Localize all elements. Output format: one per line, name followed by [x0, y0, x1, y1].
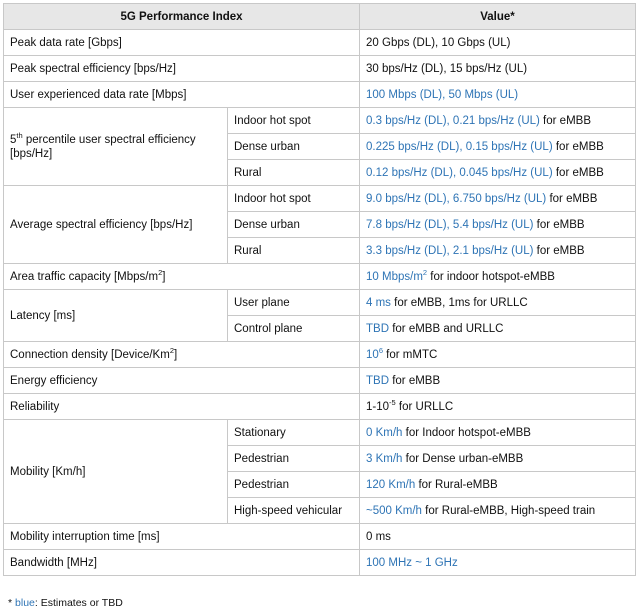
row-label: Peak spectral efficiency [bps/Hz] — [4, 56, 360, 82]
performance-table — [3, 3, 636, 576]
table-row — [4, 264, 636, 290]
table-row — [4, 550, 636, 576]
label-part: Connection density [Device/Km — [10, 348, 170, 361]
row-value — [360, 368, 636, 394]
label-sup: 2 — [158, 267, 163, 277]
sub-label: Indoor hot spot — [228, 108, 360, 134]
row-value — [360, 394, 636, 420]
value-sup: 2 — [422, 267, 428, 277]
value-suffix: for eMBB, 1ms for URLLC — [390, 296, 528, 309]
value-part: 10 Mbps/m — [366, 270, 423, 283]
row-value: 0 ms — [360, 524, 636, 550]
table-row — [4, 82, 636, 108]
footnote — [8, 597, 123, 609]
label-part: ] — [173, 348, 178, 361]
row-value: 30 bps/Hz (DL), 15 bps/Hz (UL) — [360, 56, 636, 82]
row-label: Peak data rate [Gbps] — [4, 30, 360, 56]
table-row — [4, 290, 636, 316]
table-row — [4, 394, 636, 420]
value-suffix: for eMBB — [552, 166, 604, 179]
sub-label: Dense urban — [228, 212, 360, 238]
row-value — [360, 498, 636, 524]
label-part: Area traffic capacity [Mbps/m — [10, 270, 159, 283]
table-row — [4, 56, 636, 82]
header-index: 5G Performance Index — [4, 4, 360, 30]
table-row — [4, 108, 636, 134]
estimate-value — [366, 267, 428, 283]
estimate-value: 3 Km/h — [366, 452, 403, 465]
row-label: Average spectral efficiency [bps/Hz] — [4, 186, 228, 264]
value-suffix: for Rural-eMBB — [415, 478, 498, 491]
estimate-value: 0.12 bps/Hz (DL), 0.045 bps/Hz (UL) — [366, 166, 553, 179]
footnote-marker: * — [8, 597, 16, 609]
value-suffix: for eMBB — [546, 192, 598, 205]
row-value — [360, 472, 636, 498]
row-value — [360, 238, 636, 264]
sub-label: Control plane — [228, 316, 360, 342]
row-value — [360, 212, 636, 238]
table-row — [4, 30, 636, 56]
label-sup: th — [16, 130, 23, 140]
label-part: 5 — [10, 133, 17, 146]
footnote-text: : Estimates or TBD — [34, 597, 123, 609]
table-row — [4, 186, 636, 212]
value-suffix: for eMBB — [539, 114, 591, 127]
sub-label: Rural — [228, 160, 360, 186]
estimate-value — [366, 345, 383, 361]
row-value — [360, 316, 636, 342]
table-header-row — [4, 4, 636, 30]
value-suffix: for eMBB — [389, 374, 441, 387]
value-suffix: for eMBB and URLLC — [389, 322, 504, 335]
row-value: 100 Mbps (DL), 50 Mbps (UL) — [360, 82, 636, 108]
row-label — [4, 342, 360, 368]
value-suffix: for eMBB — [552, 140, 604, 153]
row-value — [360, 264, 636, 290]
row-value — [360, 290, 636, 316]
row-value — [360, 446, 636, 472]
sub-label: High-speed vehicular — [228, 498, 360, 524]
row-value — [360, 108, 636, 134]
row-value — [360, 160, 636, 186]
value-sup: 6 — [378, 345, 383, 355]
estimate-value: 0 Km/h — [366, 426, 403, 439]
estimate-value: 120 Km/h — [366, 478, 416, 491]
row-value — [360, 186, 636, 212]
label-part: ] — [162, 270, 166, 283]
value-sup: -5 — [389, 397, 396, 407]
sub-label: Pedestrian — [228, 472, 360, 498]
header-value: Value* — [360, 4, 636, 30]
footnote-blue-word: blue — [15, 597, 35, 609]
estimate-value: TBD — [366, 322, 390, 335]
value-part: 10 — [366, 348, 379, 361]
value-suffix: for mMTC — [382, 348, 438, 361]
sub-label: User plane — [228, 290, 360, 316]
value-suffix: for indoor hotspot-eMBB — [427, 270, 555, 283]
row-label — [4, 108, 228, 186]
sub-label: Indoor hot spot — [228, 186, 360, 212]
sub-label: Stationary — [228, 420, 360, 446]
estimate-value: ~500 Km/h — [366, 504, 422, 517]
row-value: 20 Gbps (DL), 10 Gbps (UL) — [360, 30, 636, 56]
label-part: percentile user spectral efficiency [bps/Hz] — [10, 133, 196, 160]
row-value — [360, 134, 636, 160]
sub-label: Dense urban — [228, 134, 360, 160]
value-part: 1-10 — [366, 400, 390, 413]
estimate-value: 3.3 bps/Hz (DL), 2.1 bps/Hz (UL) — [366, 244, 534, 257]
estimate-value: 9.0 bps/Hz (DL), 6.750 bps/Hz (UL) — [366, 192, 547, 205]
estimate-value: 0.225 bps/Hz (DL), 0.15 bps/Hz (UL) — [366, 140, 553, 153]
row-label — [4, 264, 360, 290]
estimate-value: TBD — [366, 374, 390, 387]
row-value — [360, 342, 636, 368]
row-label: Energy efficiency — [4, 368, 360, 394]
value-suffix: for Indoor hotspot-eMBB — [402, 426, 531, 439]
value-suffix: for eMBB — [533, 244, 585, 257]
row-label: Latency [ms] — [4, 290, 228, 342]
sub-label: Pedestrian — [228, 446, 360, 472]
row-value — [360, 420, 636, 446]
value-suffix: for Rural-eMBB, High-speed train — [421, 504, 596, 517]
table-row — [4, 420, 636, 446]
row-value: 100 MHz ~ 1 GHz — [360, 550, 636, 576]
label-sup: 2 — [169, 345, 174, 355]
estimate-value: 0.3 bps/Hz (DL), 0.21 bps/Hz (UL) — [366, 114, 540, 127]
sub-label: Rural — [228, 238, 360, 264]
table-row — [4, 368, 636, 394]
row-label: Reliability — [4, 394, 360, 420]
row-label: User experienced data rate [Mbps] — [4, 82, 360, 108]
table-row — [4, 342, 636, 368]
estimate-value: 7.8 bps/Hz (DL), 5.4 bps/Hz (UL) — [366, 218, 534, 231]
row-label: Mobility interruption time [ms] — [4, 524, 360, 550]
estimate-value: 4 ms — [366, 296, 391, 309]
value-suffix: for URLLC — [395, 400, 454, 413]
table-row — [4, 524, 636, 550]
value-suffix: for eMBB — [533, 218, 585, 231]
value-suffix: for Dense urban-eMBB — [402, 452, 524, 465]
row-label: Bandwidth [MHz] — [4, 550, 360, 576]
row-label: Mobility [Km/h] — [4, 420, 228, 524]
